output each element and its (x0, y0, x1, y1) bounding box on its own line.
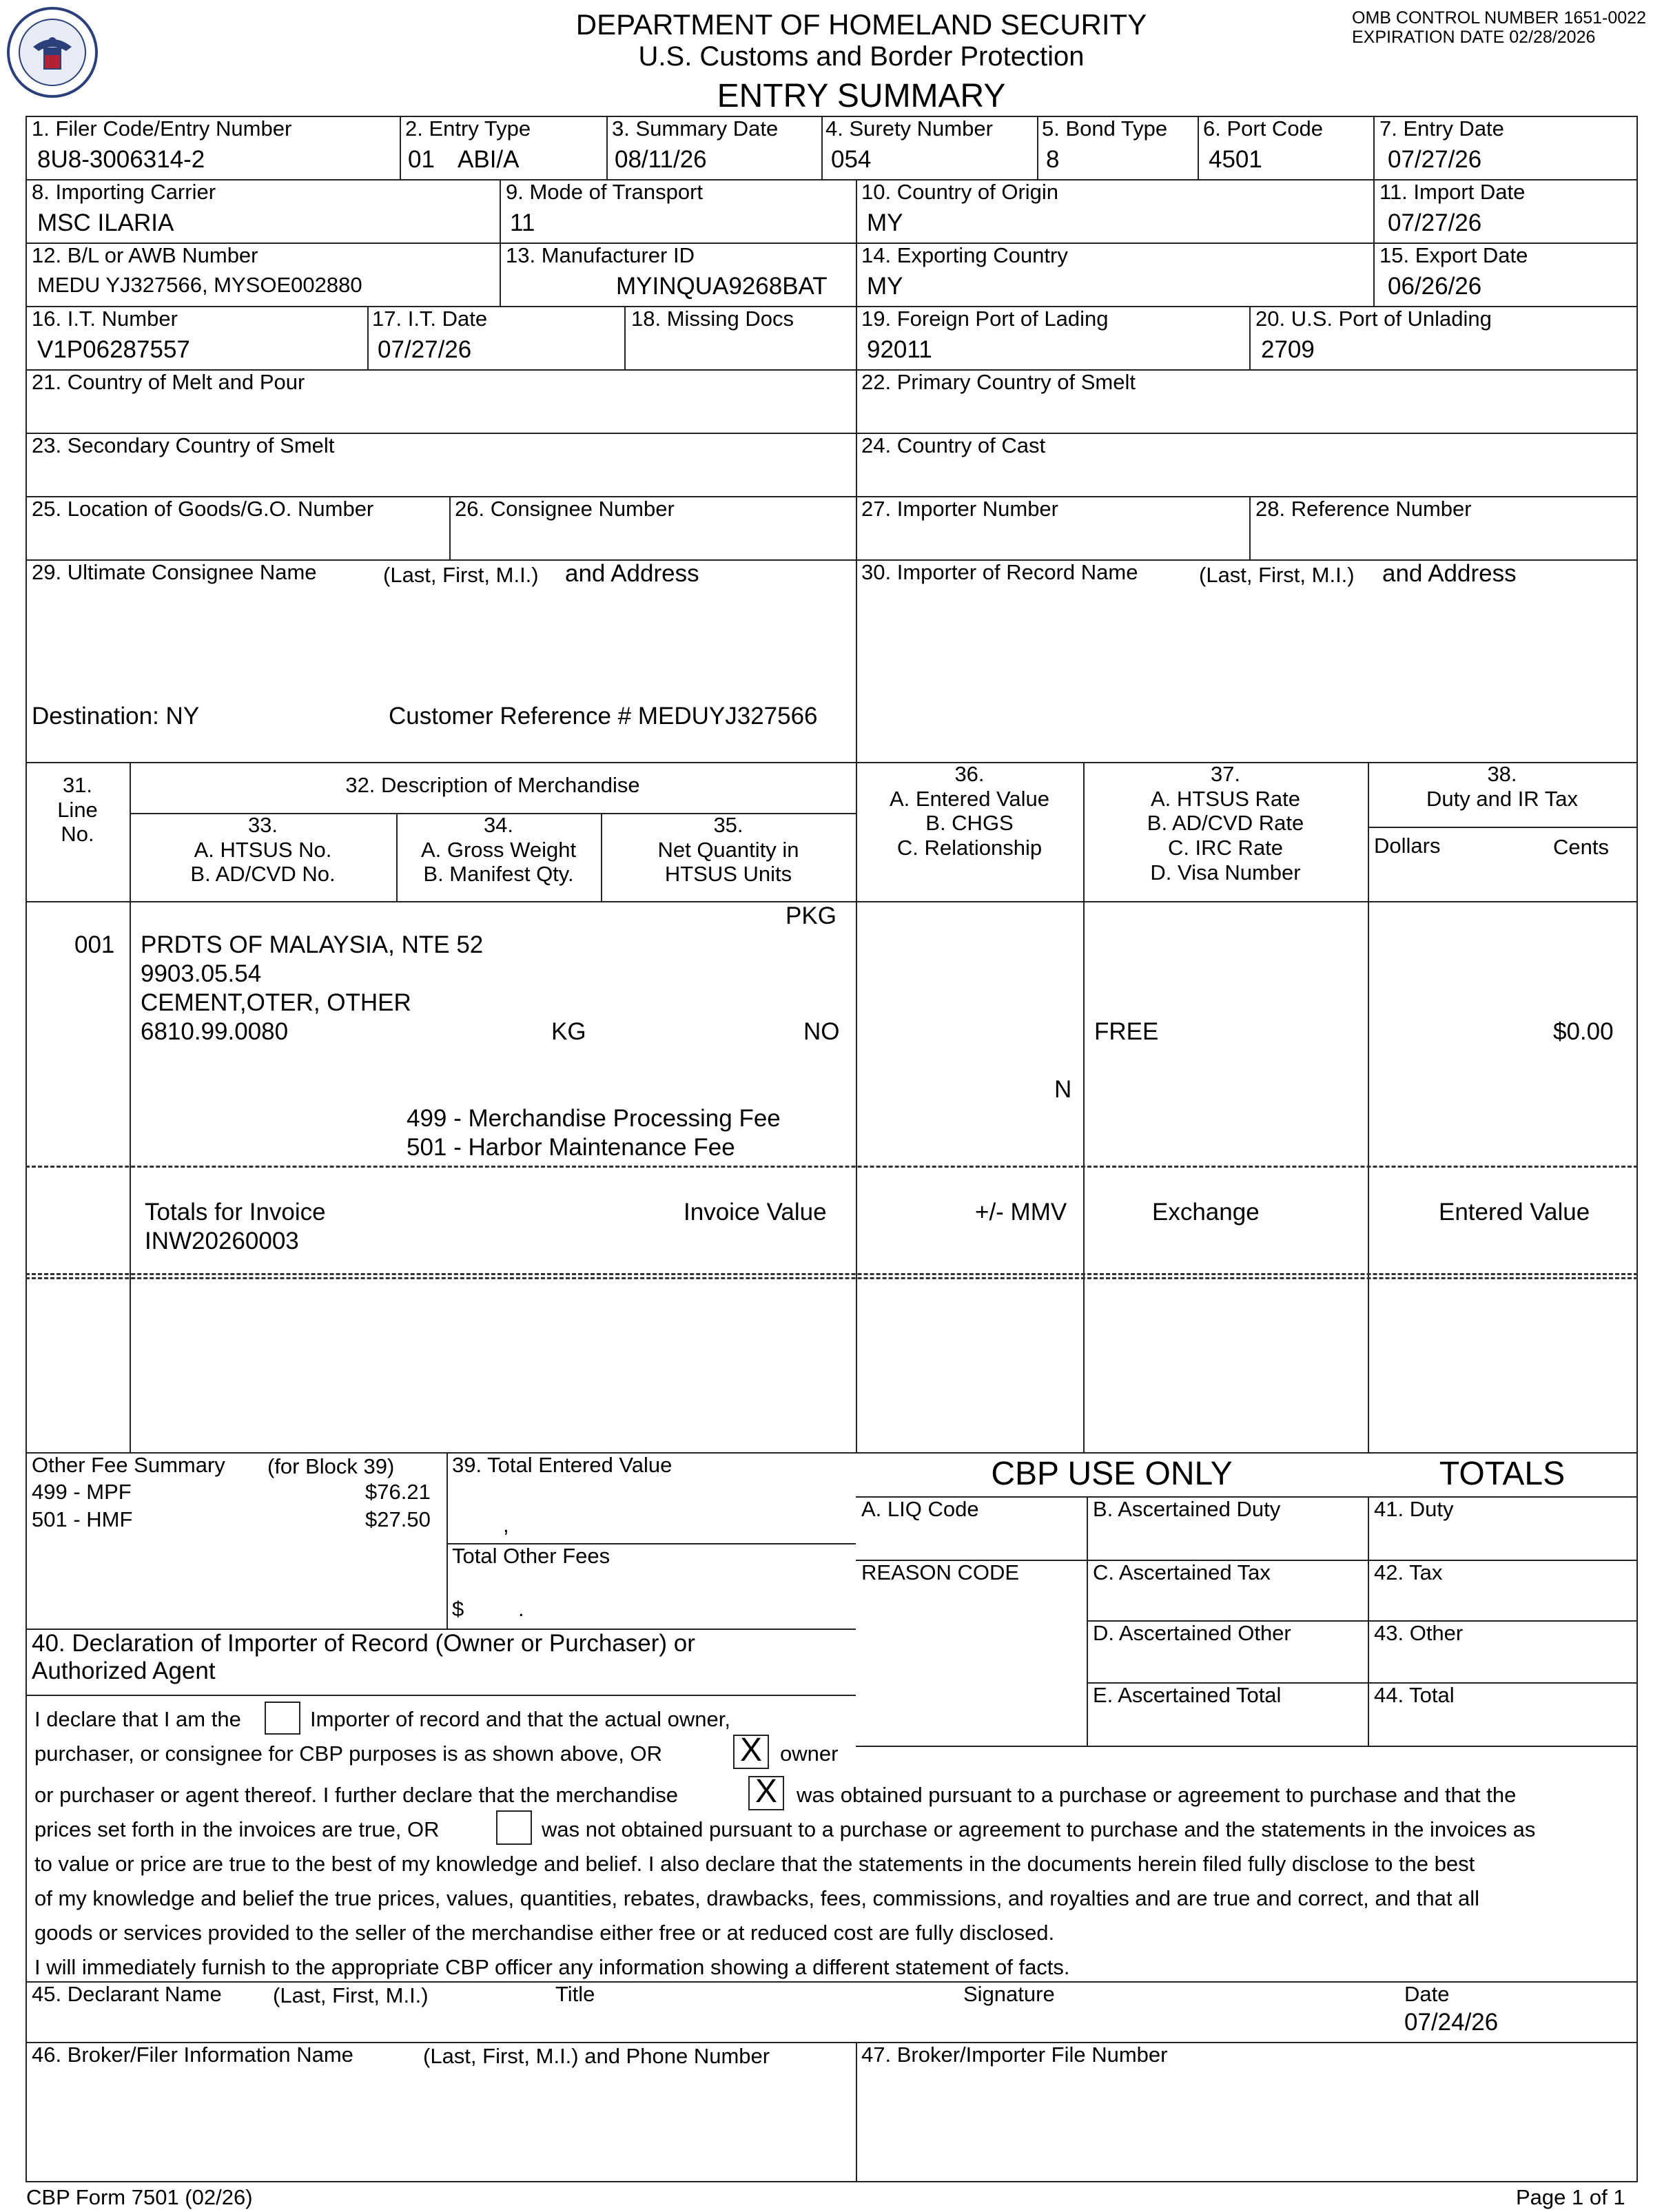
port-of-unlading-value[interactable]: 2709 (1261, 336, 1315, 363)
htsus-rate: FREE (1094, 1018, 1159, 1045)
total-other-fees-dot: . (518, 1597, 524, 1621)
total-entered-value[interactable]: , (503, 1513, 509, 1537)
importer-of-record-addr: and Address (1382, 560, 1517, 587)
signature-date-value[interactable]: 07/24/26 (1404, 2009, 1499, 2036)
consignee-number-label: 26. Consignee Number (455, 497, 675, 521)
duty-amount: $0.00 (1553, 1018, 1614, 1045)
bond-type-label: 5. Bond Type (1042, 116, 1168, 141)
exporting-country-label: 14. Exporting Country (861, 243, 1068, 267)
entry-type-value[interactable]: ABI/A (458, 146, 520, 173)
exchange-label: Exchange (1152, 1199, 1260, 1226)
surety-number-value[interactable]: 054 (831, 146, 872, 173)
agency-title: DEPARTMENT OF HOMELAND SECURITY (575, 8, 1147, 41)
importer-of-record-label: 30. Importer of Record Name (861, 560, 1138, 584)
reference-number-label: 28. Reference Number (1255, 497, 1472, 521)
country-of-origin-value[interactable]: MY (867, 209, 903, 236)
declaration-title-1: 40. Declaration of Importer of Record (Owner or Purchaser) or (32, 1630, 695, 1657)
form-number: CBP Form 7501 (02/26) (26, 2185, 253, 2209)
entry-date-value[interactable]: 07/27/26 (1388, 146, 1482, 173)
declaration-line-3a: or purchaser or agent thereof. I further declare that the merchandise (34, 1783, 678, 1807)
total-entered-value-label: 39. Total Entered Value (452, 1453, 673, 1477)
declaration-line-5: to value or price are true to the best of my knowledge and belief. I also declare that the statements in the documents herein filed fully disclose to the best (34, 1852, 1475, 1876)
col-31-header: 31. Line No. (57, 773, 98, 847)
obtained-pursuant-checkbox[interactable]: X (748, 1776, 784, 1810)
broker-info-sub: (Last, First, M.I.) and Phone Number (423, 2044, 770, 2068)
col-33-header: 33. A. HTSUS No. B. AD/CVD No. (190, 813, 336, 887)
declaration-line-2a: purchaser, or consignee for CBP purposes is as shown above, OR (34, 1741, 662, 1766)
declaration-line-1a: I declare that I am the (34, 1707, 241, 1731)
other-fee-summary-label: Other Fee Summary (32, 1453, 225, 1477)
description-line-1: PRDTS OF MALAYSIA, NTE 52 (141, 931, 484, 958)
missing-docs-label: 18. Missing Docs (631, 307, 794, 331)
htsus-number-2: 6810.99.0080 (141, 1018, 289, 1045)
sub-agency-title: U.S. Customs and Border Protection (638, 41, 1085, 72)
omb-control: OMB CONTROL NUMBER 1651-0022 (1352, 8, 1646, 28)
reason-code-label: REASON CODE (861, 1560, 1020, 1584)
mpf-value: $76.21 (365, 1480, 431, 1504)
import-date-label: 11. Import Date (1379, 180, 1526, 204)
col-32-header: 32. Description of Merchandise (345, 773, 640, 797)
import-date-value[interactable]: 07/27/26 (1388, 209, 1482, 236)
package-unit: PKG (786, 902, 836, 929)
htsus-number-1: 9903.05.54 (141, 960, 262, 987)
manufacturer-id-label: 13. Manufacturer ID (506, 243, 695, 267)
country-of-origin-label: 10. Country of Origin (861, 180, 1059, 204)
importing-carrier-label: 8. Importing Carrier (32, 180, 216, 204)
secondary-smelt-label: 23. Secondary Country of Smelt (32, 433, 335, 457)
ultimate-consignee-addr: and Address (565, 560, 699, 587)
ascertained-tax-label: C. Ascertained Tax (1093, 1560, 1271, 1584)
title-label: Title (555, 1982, 595, 2006)
broker-file-number-label: 47. Broker/Importer File Number (861, 2043, 1168, 2067)
declaration-line-1b: Importer of record and that the actual owner, (310, 1707, 731, 1731)
declaration-line-2b: owner (780, 1741, 839, 1766)
broker-info-label: 46. Broker/Filer Information Name (32, 2043, 353, 2067)
declarant-name-sub: (Last, First, M.I.) (273, 1983, 429, 2007)
cbp-seal-icon (6, 6, 99, 99)
importer-number-label: 27. Importer Number (861, 497, 1058, 521)
total-other-fees-label: Total Other Fees (452, 1544, 610, 1568)
invoice-value-label: Invoice Value (684, 1199, 827, 1226)
declaration-line-8: I will immediately furnish to the appropriate CBP officer any information showing a different statement of facts. (34, 1955, 1070, 1979)
entry-type-code[interactable]: 01 (408, 146, 435, 173)
duty-label: 41. Duty (1374, 1497, 1454, 1521)
not-obtained-checkbox[interactable] (496, 1810, 532, 1845)
signature-date-label: Date (1404, 1982, 1450, 2006)
port-of-lading-value[interactable]: 92011 (867, 336, 932, 363)
ultimate-consignee-sub: (Last, First, M.I.) (383, 563, 539, 587)
bond-type-value[interactable]: 8 (1046, 146, 1060, 173)
surety-number-label: 4. Surety Number (825, 116, 993, 141)
port-code-value[interactable]: 4501 (1209, 146, 1262, 173)
signature-label: Signature (963, 1982, 1055, 2006)
description-line-2: CEMENT,OTER, OTHER (141, 989, 411, 1016)
exporting-country-value[interactable]: MY (867, 273, 903, 300)
page-number: Page 1 of 1 (1516, 2185, 1625, 2209)
declaration-line-3b: was obtained pursuant to a purchase or agreement to purchase and that the (797, 1783, 1517, 1807)
col-36-header: 36. A. Entered Value B. CHGS C. Relationship (889, 762, 1050, 860)
total-label: 44. Total (1374, 1683, 1455, 1707)
totals-title: TOTALS (1439, 1456, 1566, 1492)
other-label: 43. Other (1374, 1621, 1464, 1645)
export-date-value[interactable]: 06/26/26 (1388, 273, 1482, 300)
importer-of-record-sub: (Last, First, M.I.) (1199, 563, 1355, 587)
customer-reference: Customer Reference # MEDUYJ327566 (389, 703, 818, 730)
owner-checkbox[interactable]: X (733, 1735, 769, 1769)
liq-code-label: A. LIQ Code (861, 1497, 979, 1521)
primary-smelt-label: 22. Primary Country of Smelt (861, 370, 1136, 394)
quantity-unit: NO (803, 1018, 840, 1045)
ascertained-total-label: E. Ascertained Total (1093, 1683, 1282, 1707)
entered-value-label: Entered Value (1439, 1199, 1590, 1226)
port-code-label: 6. Port Code (1203, 116, 1324, 141)
mmv-label: +/- MMV (975, 1199, 1067, 1226)
line-number: 001 (74, 931, 115, 958)
declaration-line-4a: prices set forth in the invoices are true, OR (34, 1817, 440, 1841)
mode-of-transport-value[interactable]: 11 (510, 209, 535, 236)
form-title: ENTRY SUMMARY (717, 78, 1006, 114)
col-37-header: 37. A. HTSUS Rate B. AD/CVD Rate C. IRC Rate D. Visa Number (1147, 762, 1304, 885)
it-number-label: 16. I.T. Number (32, 307, 178, 331)
summary-date-label: 3. Summary Date (612, 116, 779, 141)
expiration-date: EXPIRATION DATE 02/28/2026 (1352, 28, 1596, 47)
port-of-unlading-label: 20. U.S. Port of Unlading (1255, 307, 1492, 331)
fee-499: 499 - Merchandise Processing Fee (407, 1105, 781, 1132)
declaration-line-6: of my knowledge and belief the true prices, values, quantities, rebates, drawbacks, fees, commissions, and royalties and are true and correct, and that all (34, 1886, 1480, 1910)
weight-unit: KG (551, 1018, 586, 1045)
total-other-fees-dollar: $ (452, 1597, 464, 1621)
totals-for-invoice-label: Totals for Invoice (145, 1199, 326, 1226)
entry-date-label: 7. Entry Date (1379, 116, 1504, 141)
cents-label: Cents (1553, 835, 1609, 859)
other-fee-summary-sub: (for Block 39) (267, 1454, 395, 1478)
declaration-title-2: Authorized Agent (32, 1657, 216, 1684)
it-date-value[interactable]: 07/27/26 (378, 336, 472, 363)
it-date-label: 17. I.T. Date (372, 307, 488, 331)
importer-of-record-checkbox[interactable] (265, 1702, 300, 1735)
filer-code-label: 1. Filer Code/Entry Number (32, 116, 292, 141)
entry-type-label: 2. Entry Type (405, 116, 531, 141)
bl-awb-label: 12. B/L or AWB Number (32, 243, 258, 267)
destination: Destination: NY (32, 703, 200, 730)
declarant-name-label: 45. Declarant Name (32, 1982, 222, 2006)
col-38-header: 38. Duty and IR Tax (1426, 762, 1578, 811)
declaration-line-7: goods or services provided to the seller of the merchandise either free or at reduced cost are fully disclosed. (34, 1921, 1055, 1945)
dollars-label: Dollars (1374, 834, 1441, 858)
manufacturer-id-value[interactable]: MYINQUA9268BAT (616, 273, 828, 300)
col-34-header: 34. A. Gross Weight B. Manifest Qty. (420, 813, 577, 887)
it-number-value[interactable]: V1P06287557 (37, 336, 190, 363)
mpf-label: 499 - MPF (32, 1480, 132, 1504)
mode-of-transport-label: 9. Mode of Transport (506, 180, 704, 204)
tax-label: 42. Tax (1374, 1560, 1443, 1584)
relationship-value: N (1054, 1076, 1072, 1103)
country-of-melt-label: 21. Country of Melt and Pour (32, 370, 305, 394)
port-of-lading-label: 19. Foreign Port of Lading (861, 307, 1109, 331)
filer-code-value[interactable]: 8U8-3006314-2 (37, 146, 205, 173)
fee-501: 501 - Harbor Maintenance Fee (407, 1134, 735, 1161)
importing-carrier-value[interactable]: MSC ILARIA (37, 209, 174, 236)
hmf-value: $27.50 (365, 1507, 431, 1531)
ascertained-duty-label: B. Ascertained Duty (1093, 1497, 1281, 1521)
country-of-cast-label: 24. Country of Cast (861, 433, 1046, 457)
declaration-line-4b: was not obtained pursuant to a purchase or agreement to purchase and the statements in the invoices as (542, 1817, 1536, 1841)
bl-awb-value[interactable]: MEDU YJ327566, MYSOE002880 (37, 273, 362, 297)
invoice-number: INW20260003 (145, 1228, 299, 1254)
col-35-header: 35. Net Quantity in HTSUS Units (657, 813, 799, 887)
summary-date-value[interactable]: 08/11/26 (615, 146, 707, 173)
ultimate-consignee-label: 29. Ultimate Consignee Name (32, 560, 317, 584)
export-date-label: 15. Export Date (1379, 243, 1528, 267)
ascertained-other-label: D. Ascertained Other (1093, 1621, 1291, 1645)
hmf-label: 501 - HMF (32, 1507, 133, 1531)
location-of-goods-label: 25. Location of Goods/G.O. Number (32, 497, 374, 521)
cbp-use-only-title: CBP USE ONLY (991, 1456, 1233, 1492)
